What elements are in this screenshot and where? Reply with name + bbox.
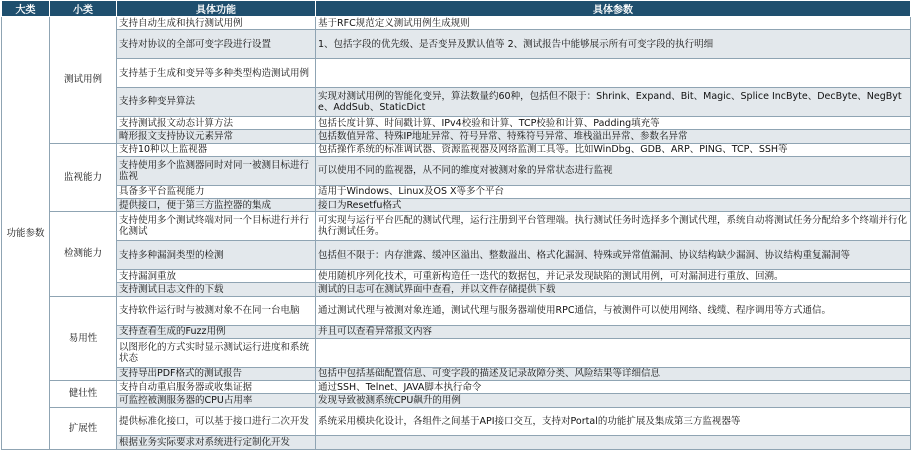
table-row [2,59,911,88]
feature-cell: 畸形报文支持协议元素异常 [117,130,316,143]
table-row [2,270,911,283]
table-row [2,241,911,270]
function-parameter-table [1,0,911,450]
parameter-cell: 适用于Windows、Linux及OS X等多个平台 [316,185,911,198]
parameter-cell: 并且可以查看异常报文内容 [316,325,911,338]
table-row [2,130,911,143]
parameter-cell: 可以使用不同的监视器，从不同的维度对被测对象的异常状态进行监视 [316,156,911,185]
parameter-cell: 发现导致被测系统CPU飙升的用例 [316,394,911,407]
feature-cell: 支持使用多个测试终端对同一个目标进行并行化测试 [117,212,316,241]
parameter-cell: 使用随机序列化技术，可重新构造任一迭代的数据包，并记录发现缺陷的测试用例，可对漏洞进行重放、回溯。 [316,270,911,283]
feature-cell: 支持查看生成的Fuzz用例 [117,325,316,338]
table-row [2,283,911,296]
feature-cell: 根据业务实际要求对系统进行定制化开发 [117,436,316,450]
header-parameter: 具体参数 [316,1,911,17]
parameter-cell: 通过测试代理与被测对象连通，测试代理与服务器端使用RPC通信，与被测件可以使用网络、线缆、程序调用等方式通信。 [316,296,911,325]
feature-cell: 可监控被测服务器的CPU占用率 [117,394,316,407]
subcategory-cell: 检测能力 [50,212,117,296]
feature-cell: 支持10种以上监视器 [117,143,316,156]
table-row [2,156,911,185]
parameter-cell: 接口为Resetfu格式 [316,199,911,212]
parameter-cell [316,338,911,367]
parameter-cell: 包括数值异常、特殊IP地址异常、符号异常、特殊符号异常、堆栈溢出异常、参数名异常 [316,130,911,143]
feature-cell: 支持对协议的全部可变字段进行设置 [117,30,316,59]
parameter-cell: 实现对测试用例的智能化变异，算法数量约60种，包括但不限于：Shrink、Expand、Bit、Magic、Splice IncByte、DecByte、NegByte、AddSub、StaticDict [316,88,911,117]
table-row [2,17,911,30]
feature-cell: 支持自动生成和执行测试用例 [117,17,316,30]
table-row [2,185,911,198]
feature-cell: 提供标准化接口，可以基于接口进行二次开发 [117,407,316,436]
subcategory-cell: 健壮性 [50,381,117,408]
parameter-cell: 包括长度计算、时间戳计算、IPv4校验和计算、TCP校验和计算、Padding填充等 [316,116,911,129]
parameter-cell: 通过SSH、Telnet、JAVA脚本执行命令 [316,381,911,394]
parameter-cell: 可实现与运行平台匹配的测试代理，运行注册到平台管理端。执行测试任务时选择多个测试代理，系统自动将测试任务分配给多个终端并行化执行测试任务。 [316,212,911,241]
table-row [2,338,911,367]
feature-cell: 支持基于生成和变异等多种类型构造测试用例 [117,59,316,88]
parameter-cell: 包括操作系统的标准调试器、资源监视器及网络监测工具等。比如WinDbg、GDB、ARP、PING、TCP、SSH等 [316,143,911,156]
table-row [2,381,911,394]
parameter-cell: 系统采用模块化设计，各组件之间基于API接口交互，支持对Portal的功能扩展及集成第三方监视器等 [316,407,911,436]
parameter-cell: 基于RFC规范定义测试用例生成规则 [316,17,911,30]
parameter-cell [316,59,911,88]
header-category: 大类 [2,1,50,17]
parameter-cell: 1、包括字段的优先级、是否变异及默认值等 2、测试报告中能够展示所有可变字段的执行明细 [316,30,911,59]
parameter-cell: 测试的日志可在测试界面中查看，并以文件存储提供下载 [316,283,911,296]
table-row [2,199,911,212]
subcategory-cell: 扩展性 [50,407,117,449]
table-row [2,325,911,338]
feature-cell: 支持软件运行时与被测对象不在同一台电脑 [117,296,316,325]
feature-cell: 支持导出PDF格式的测试报告 [117,367,316,380]
feature-cell: 以图形化的方式实时显示测试运行进度和系统状态 [117,338,316,367]
feature-cell: 支持漏洞重放 [117,270,316,283]
table-row [2,407,911,436]
feature-cell: 支持多种变异算法 [117,88,316,117]
table-row [2,394,911,407]
feature-cell: 支持自动重启服务器或收集证据 [117,381,316,394]
table-row [2,296,911,325]
feature-cell: 提供接口，便于第三方监控器的集成 [117,199,316,212]
header-feature: 具体功能 [117,1,316,17]
subcategory-cell: 测试用例 [50,17,117,144]
parameter-cell [316,436,911,450]
feature-cell: 支持测试日志文件的下载 [117,283,316,296]
parameter-cell: 包括但不限于：内存泄露、缓冲区溢出、整数溢出、格式化漏洞、特殊或异常值漏洞、协议结构缺少漏洞、协议结构重复漏洞等 [316,241,911,270]
subcategory-cell: 易用性 [50,296,117,380]
feature-cell: 支持多种漏洞类型的检测 [117,241,316,270]
feature-cell: 具备多平台监视能力 [117,185,316,198]
feature-cell: 支持测试报文动态计算方法 [117,116,316,129]
table-row [2,367,911,380]
parameter-cell: 包括中包括基础配置信息、可变字段的描述及记录故障分类、风险结果等详细信息 [316,367,911,380]
table-row [2,30,911,59]
table-row [2,88,911,117]
table-row [2,116,911,129]
table-row [2,436,911,450]
category-cell: 功能参数 [2,17,50,450]
table-row [2,212,911,241]
table-row [2,143,911,156]
header-subcategory: 小类 [50,1,117,17]
feature-cell: 支持使用多个监测器同时对同一被测目标进行监视 [117,156,316,185]
subcategory-cell: 监视能力 [50,143,117,212]
header-row [2,1,911,17]
